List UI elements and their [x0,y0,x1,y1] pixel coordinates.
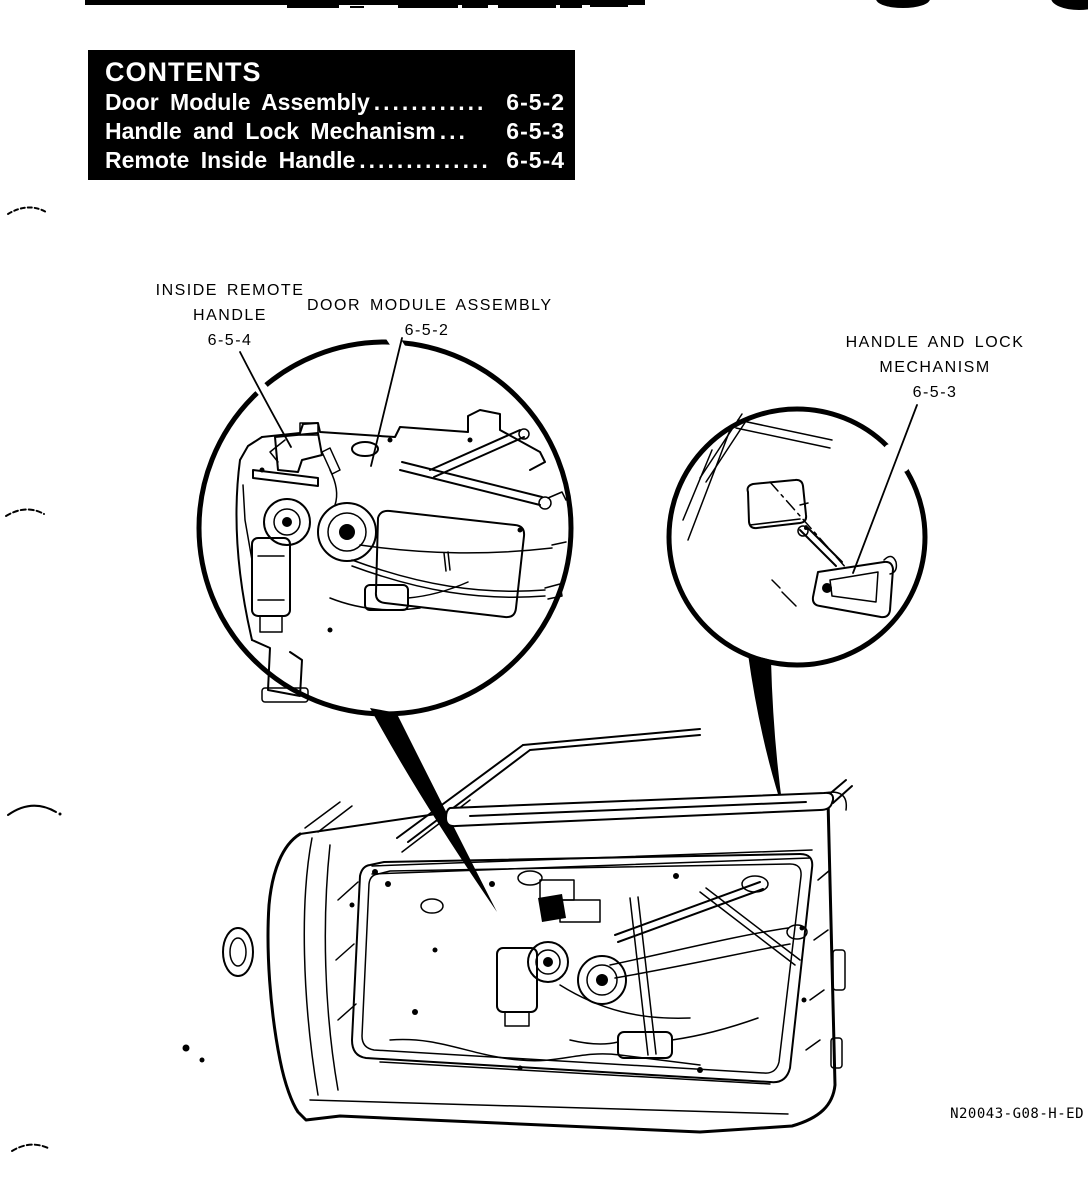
contents-title: CONTENTS [105,57,262,87]
callout-label-handle-and-lock: HANDLE AND LOCK MECHANISM 6-5-3 [845,334,1025,401]
contents-entry-label: Handle and Lock Mechanism [105,118,436,144]
callout-wedges [370,654,783,912]
contents-entry [105,146,565,175]
scan-artifacts-top [85,0,1088,10]
contents-entry-page: 6-5-2 [506,89,565,115]
callout-label-door-module-assembly: DOOR MODULE ASSEMBLY 6-5-2 [307,297,553,339]
contents-entry-dots: ... [439,118,468,144]
magnifier-circle-handle-lock [669,409,925,665]
contents-entry-dots: ............ [373,89,487,115]
contents-entry-page: 6-5-3 [506,118,565,144]
figure-id: N20043-G08-H-ED [950,1106,1084,1122]
scan-artifacts-left-margin [6,207,62,1151]
contents-entry [105,117,565,146]
handle-lock-art [683,414,896,617]
magnifier-circle-door-module [199,334,571,714]
callout-label-inside-remote-handle: INSIDE REMOTE HANDLE 6-5-4 [155,282,305,349]
contents-box [88,50,575,180]
door-art [183,729,853,1132]
contents-entry-label: Door Module Assembly [105,89,370,115]
contents-entry [105,88,565,117]
contents-entry-dots: .............. [359,147,491,173]
contents-entry-page: 6-5-4 [506,147,565,173]
contents-entry-label: Remote Inside Handle [105,147,356,173]
